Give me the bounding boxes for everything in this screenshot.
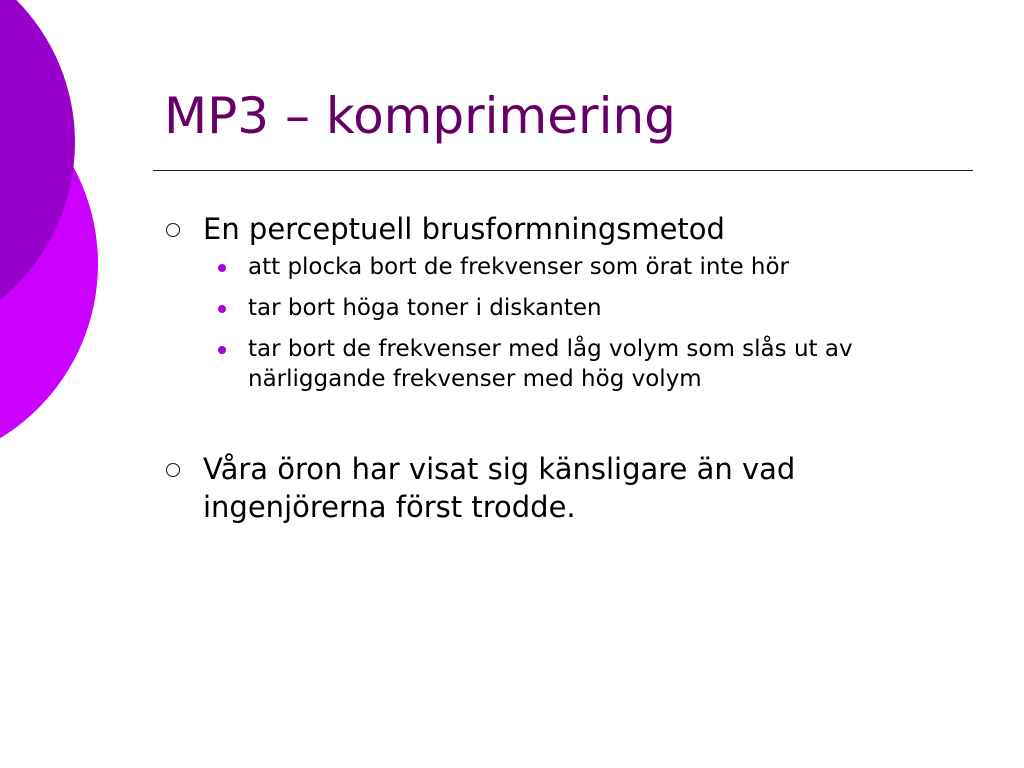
bullet-item (164, 210, 964, 248)
dot-bullet-icon (218, 264, 226, 272)
sub-bullet-text: tar bort höga toner i diskanten (248, 295, 602, 321)
slide-content (164, 210, 964, 526)
dot-bullet-icon (218, 346, 226, 354)
sub-bullet-text: tar bort de frekvenser med låg volym som slås ut av närliggande frekvenser med hög volym (248, 336, 853, 392)
sub-bullet-text: att plocka bort de frekvenser som örat inte hör (248, 254, 790, 280)
sub-bullet-item (164, 293, 964, 323)
dot-bullet-icon (218, 305, 226, 313)
sub-bullet-item (164, 334, 964, 394)
slide-title: MP3 – komprimering (164, 87, 676, 145)
bullet-item (164, 450, 964, 526)
bullet-text: En perceptuell brusformningsmetod (203, 212, 725, 246)
title-divider (153, 170, 973, 171)
hollow-circle-bullet-icon (166, 223, 180, 237)
sub-bullet-item (164, 252, 964, 282)
sub-bullet-list (164, 252, 964, 394)
bullet-text: Våra öron har visat sig känsligare än vad ingenjörerna först trodde. (203, 452, 796, 524)
spacer (164, 405, 964, 450)
hollow-circle-bullet-icon (166, 463, 180, 477)
